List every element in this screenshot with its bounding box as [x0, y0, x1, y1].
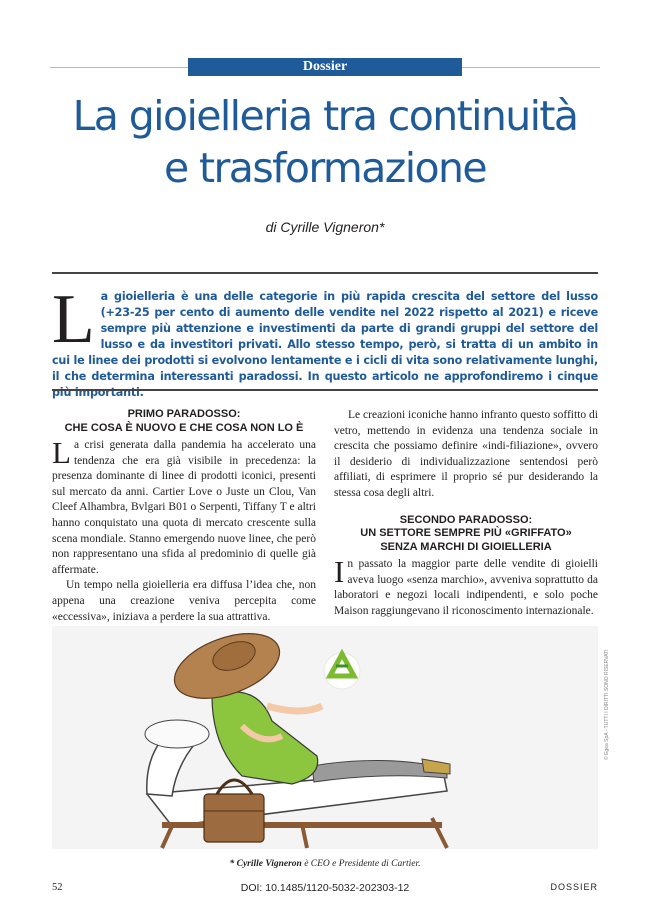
author-footnote: [0, 859, 650, 869]
illustration-credit: © Egea SpA - TUTTI I DIRITTI SONO RISERVATI: [604, 649, 610, 760]
abstract-top-rule: [52, 272, 598, 274]
doi: DOI: 10.1485/1120-5032-202303-12: [240, 882, 410, 894]
heading-line: SENZA MARCHI DI GIOIELLERIA: [380, 540, 552, 553]
paragraph: [52, 435, 316, 578]
page-number: 52: [52, 882, 63, 893]
footnote-text: è CEO e Presidente di Cartier.: [301, 859, 421, 869]
footer-section: DOSSIER: [550, 882, 598, 892]
heading-line: CHE COSA È NUOVO E CHE COSA NON LO È: [64, 421, 304, 434]
abstract-dropcap: L: [52, 281, 95, 358]
heading-line: SECONDO PARADOSSO:: [399, 513, 533, 526]
author-byline: di Cyrille Vigneron*: [265, 219, 385, 235]
paragraph: Un tempo nella gioielleria era diffusa l’idea che, non appena una creazione veniva percepita come «eccessiva», iniziava a perdere la sua attrattiva.: [52, 579, 316, 623]
paragraph: Le creazioni iconiche hanno infranto questo soffitto di vetro, mettendo in evidenza una tendenza sociale in crescita che possiamo definire «indi-filiazione», ovvero il desiderio di individualizzazione sentendosi però affiliati, di esprimere il proprio sé pur desiderando la stessa cosa degli altri.: [334, 409, 598, 499]
title-line-1: La gioielleria tra continuità: [72, 92, 578, 140]
section-label: Dossier: [188, 58, 462, 76]
abstract-text: a gioielleria è una delle categorie in più rapida crescita del settore del lusso (+23-25 per cento di aumento delle vendite nel 2022 rispetto al 2021) e riceve sempre più attenzione e investimenti da parte di grandi gruppi del settore del lusso e da investitori privati. Allo stesso tempo, però, si tratta di un ambito in cui le linee dei prodotti si evolvono lentamente e i cicli di vita sono relativamente lunghi, il che determina interessanti paradossi. In questo articolo ne approfondiremo i cinque più importanti.: [52, 290, 598, 399]
section-heading-2: [334, 514, 598, 555]
article-title: [30, 90, 620, 194]
footnote-name: * Cyrille Vigneron: [229, 859, 302, 869]
paragraph-text: a crisi generata dalla pandemia ha accelerato una tendenza che era già visibile in precedenza: la presenza dominante di linee di prodotti iconici, presenti sul mercato da anni. Cartier Love o Juste un Clou, Van Cleef Alhambra, Bvlgari B01 o Serpenti, Tiffany T e altri hanno conquistato una quota di mercato crescente sulla scena mondiale. Stanno emergendo nuove linee, che però non rappresentano una sfida al predominio di quelle già affermate.: [52, 439, 316, 576]
section-heading-1: [52, 408, 316, 435]
paragraph-dropcap: I: [334, 554, 345, 590]
woman-on-chaise-longue-illustration: [52, 626, 598, 849]
abstract: [52, 281, 598, 401]
left-column: [52, 408, 316, 625]
illustration-svg: [52, 626, 598, 849]
paragraph-dropcap: L: [52, 435, 71, 470]
title-line-2: e trasformazione: [164, 144, 486, 192]
paragraph-text: n passato la maggior parte delle vendite di gioielli aveva luogo «senza marchio», avveniva soprattutto da laboratori e negozi locali indipendenti, e solo poche Maison raggiungevano il riconoscimento internazionale.: [334, 558, 598, 617]
paragraph: [334, 554, 598, 619]
abstract-bottom-rule: [52, 389, 598, 391]
heading-line: PRIMO PARADOSSO:: [127, 408, 241, 420]
right-column: [334, 408, 598, 619]
heading-line: UN SETTORE SEMPRE PIÙ «GRIFFATO»: [360, 527, 572, 540]
